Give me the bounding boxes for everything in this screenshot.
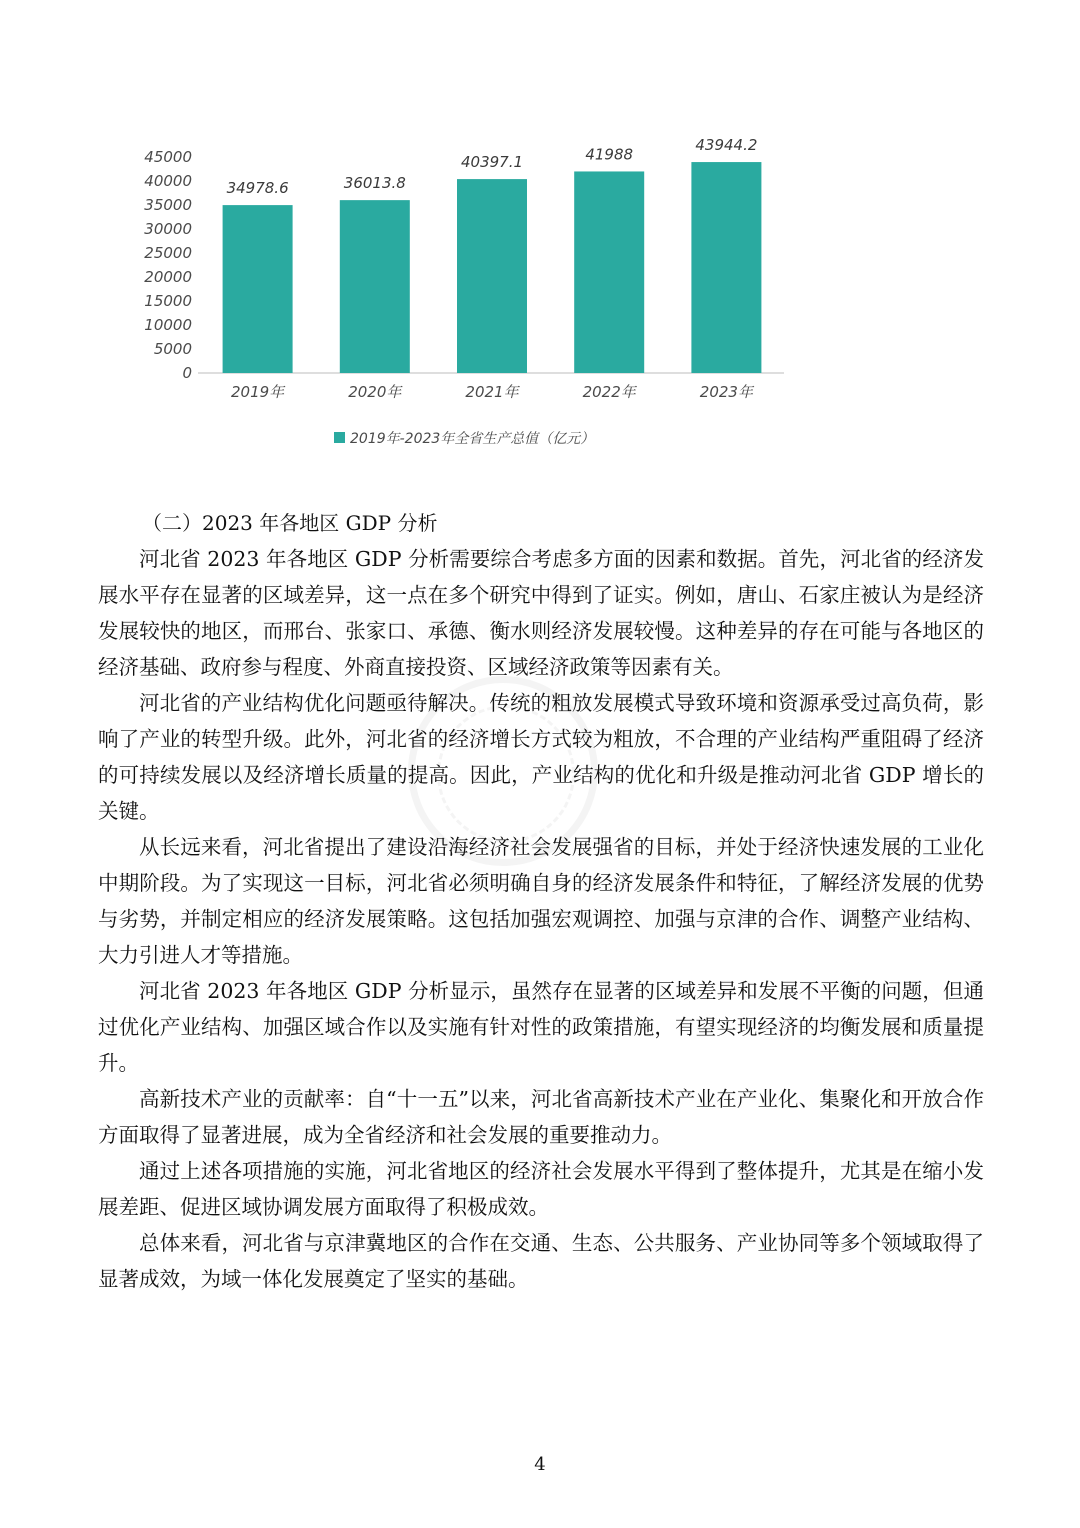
y-tick-label: 10000	[144, 316, 192, 334]
bar	[691, 162, 761, 373]
y-tick-label: 25000	[144, 244, 192, 262]
y-tick-label: 0	[182, 364, 192, 382]
y-tick-label: 20000	[144, 268, 192, 286]
paragraph: 河北省 2023 年各地区 GDP 分析需要综合考虑多方面的因素和数据。首先，河北省的经济发展水平存在显著的区域差异，这一点在多个研究中得到了证实。例如，唐山、石家庄被认为是经济发展较快的地区，而邢台、张家口、承德、衡水则经济发展较慢。这种差异的存在可能与各地区的经济基础、政府参与程度、外商直接投资、区域经济政策等因素有关。	[98, 547, 984, 679]
x-tick-label: 2022年	[582, 383, 636, 401]
section-heading: （二）2023 年各地区 GDP 分析	[142, 511, 438, 535]
legend	[334, 431, 594, 447]
paragraph: 从长远来看，河北省提出了建设沿海经济社会发展强省的目标，并处于经济快速发展的工业化中期阶段。为了实现这一目标，河北省必须明确自身的经济发展条件和特征，了解经济发展的优势与劣势，并制定相应的经济发展策略。这包括加强宏观调控、加强与京津的合作、调整产业结构、大力引进人才等措施。	[98, 835, 984, 967]
section-body	[98, 505, 984, 1297]
bar	[457, 179, 527, 373]
gdp-bar-chart	[0, 0, 1080, 470]
page-number: 4	[534, 1454, 546, 1475]
legend-label: 2019年-2023年全省生产总值（亿元）	[350, 431, 595, 447]
x-tick-label: 2023年	[699, 383, 753, 401]
x-tick-label: 2020年	[348, 383, 402, 401]
bar-series	[223, 162, 762, 373]
y-tick-label: 45000	[144, 148, 192, 166]
bar-value-label: 43944.2	[695, 136, 758, 155]
y-tick-label: 5000	[153, 340, 192, 358]
paragraph: 河北省的产业结构优化问题亟待解决。传统的粗放发展模式导致环境和资源承受过高负荷，影响了产业的转型升级。此外，河北省的经济增长方式较为粗放，不合理的产业结构严重阻碍了经济的可持续发展以及经济增长质量的提高。因此，产业结构的优化和升级是推动河北省 GDP 增长的关键。	[98, 691, 984, 823]
y-tick-label: 35000	[144, 196, 192, 214]
bar-value-label: 41988	[585, 145, 634, 164]
x-axis	[231, 383, 755, 401]
bar	[574, 171, 644, 373]
y-tick-label: 30000	[144, 220, 192, 238]
bar-value-label: 36013.8	[343, 174, 406, 193]
bar-value-label: 34978.6	[226, 179, 289, 198]
paragraph: 通过上述各项措施的实施，河北省地区的经济社会发展水平得到了整体提升，尤其是在缩小发展差距、促进区域协调发展方面取得了积极成效。	[98, 1159, 984, 1219]
bar	[340, 200, 410, 373]
bar-value-label: 40397.1	[460, 153, 524, 172]
paragraph: 总体来看，河北省与京津冀地区的合作在交通、生态、公共服务、产业协同等多个领域取得了显著成效，为域一体化发展奠定了坚实的基础。	[98, 1231, 984, 1291]
y-tick-label: 15000	[144, 292, 192, 310]
legend-swatch	[334, 432, 345, 443]
bar	[223, 205, 293, 373]
paragraph: 河北省 2023 年各地区 GDP 分析显示，虽然存在显著的区域差异和发展不平衡的问题，但通过优化产业结构、加强区域合作以及实施有针对性的政策措施，有望实现经济的均衡发展和质量提升。	[98, 979, 984, 1075]
paragraph: 高新技术产业的贡献率：自“十一五”以来，河北省高新技术产业在产业化、集聚化和开放合作方面取得了显著进展，成为全省经济和社会发展的重要推动力。	[98, 1087, 984, 1147]
x-tick-label: 2021年	[465, 383, 519, 401]
x-tick-label: 2019年	[231, 383, 285, 401]
y-tick-label: 40000	[144, 172, 192, 190]
y-axis	[144, 148, 192, 382]
